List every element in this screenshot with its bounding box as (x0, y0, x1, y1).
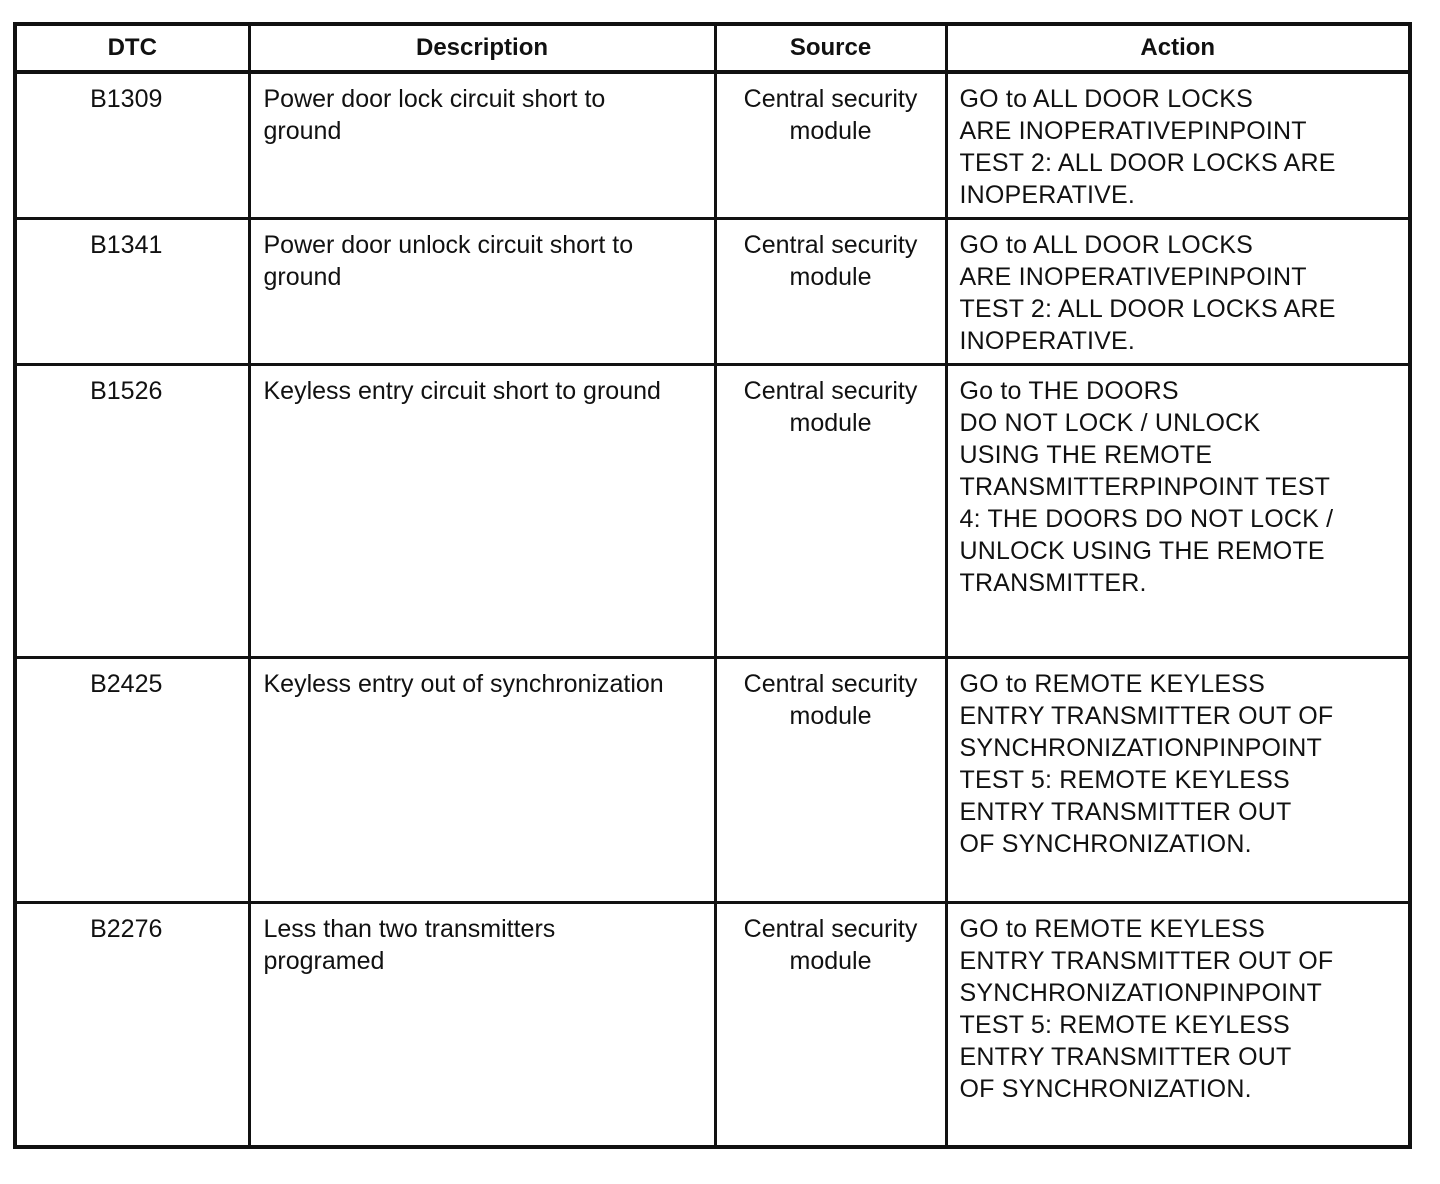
header-source: Source (715, 24, 946, 72)
source-text: Central security module (743, 85, 918, 145)
table-row (15, 903, 1410, 1148)
action-text: GO to REMOTE KEYLESS ENTRY TRANSMITTER OUT OF SYNCHRONIZATIONPINPOINT TEST 5: REMOTE KEYLESS ENTRY TRANSMITTER OUT OF SYNCHRONIZATION. (959, 670, 1334, 858)
dtc-cell (15, 903, 249, 1148)
description-text: Less than two transmitters programed (263, 915, 556, 975)
table-row (15, 219, 1410, 365)
table-body (15, 72, 1410, 1147)
source-text: Central security module (743, 231, 918, 291)
header-action: Action (946, 24, 1410, 72)
dtc-code: B1309 (90, 85, 163, 113)
dtc-table (13, 22, 1412, 1149)
description-cell (249, 903, 715, 1148)
source-cell (715, 72, 946, 219)
description-cell (249, 219, 715, 365)
action-text: GO to REMOTE KEYLESS ENTRY TRANSMITTER OUT OF SYNCHRONIZATIONPINPOINT TEST 5: REMOTE KEYLESS ENTRY TRANSMITTER OUT OF SYNCHRONIZATION. (959, 915, 1334, 1103)
action-text: GO to ALL DOOR LOCKS ARE INOPERATIVEPINPOINT TEST 2: ALL DOOR LOCKS ARE INOPERATIVE. (959, 85, 1336, 209)
header-description: Description (249, 24, 715, 72)
source-cell (715, 658, 946, 903)
dtc-cell (15, 658, 249, 903)
table-row (15, 658, 1410, 903)
action-cell (946, 658, 1410, 903)
description-text: Keyless entry circuit short to ground (263, 377, 661, 405)
dtc-code: B1341 (90, 231, 163, 259)
action-cell (946, 72, 1410, 219)
description-cell (249, 658, 715, 903)
description-cell (249, 365, 715, 658)
dtc-cell (15, 365, 249, 658)
source-cell (715, 219, 946, 365)
source-text: Central security module (743, 915, 918, 975)
dtc-code: B1526 (90, 377, 163, 405)
action-text: GO to ALL DOOR LOCKS ARE INOPERATIVEPINPOINT TEST 2: ALL DOOR LOCKS ARE INOPERATIVE. (959, 231, 1336, 355)
description-text: Power door unlock circuit short to ground (263, 231, 634, 291)
action-text: Go to THE DOORS DO NOT LOCK / UNLOCK USING THE REMOTE TRANSMITTERPINPOINT TEST 4: THE DOORS DO NOT LOCK / UNLOCK USING THE REMOTE TRANSMITTER. (959, 377, 1334, 597)
action-cell (946, 903, 1410, 1148)
dtc-cell (15, 72, 249, 219)
table-row (15, 72, 1410, 219)
source-text: Central security module (743, 670, 918, 730)
description-cell (249, 72, 715, 219)
dtc-cell (15, 219, 249, 365)
header-row (15, 24, 1410, 72)
header-dtc: DTC (15, 24, 249, 72)
table-row (15, 365, 1410, 658)
source-cell (715, 903, 946, 1148)
dtc-code: B2425 (90, 670, 163, 698)
source-text: Central security module (743, 377, 918, 437)
table-header (15, 24, 1410, 72)
action-cell (946, 219, 1410, 365)
source-cell (715, 365, 946, 658)
action-cell (946, 365, 1410, 658)
description-text: Power door lock circuit short to ground (263, 85, 606, 145)
description-text: Keyless entry out of synchronization (263, 670, 664, 698)
dtc-code: B2276 (90, 915, 163, 943)
